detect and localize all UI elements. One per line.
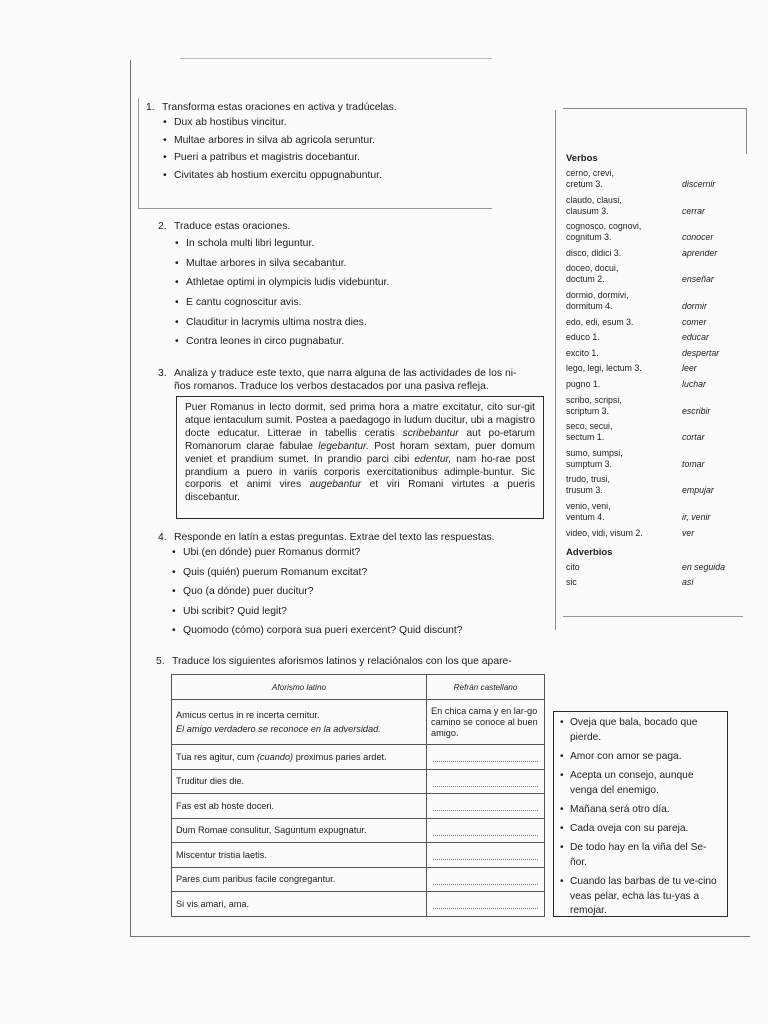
page-top-rule <box>180 58 492 59</box>
adverbios-heading: Adverbios <box>566 546 613 558</box>
table-cell: Si vis amari, ama. <box>172 892 427 917</box>
table-cell: Truditur dies die. <box>172 769 427 794</box>
vocab-translation: empujar <box>682 485 714 496</box>
verbos-list <box>566 168 748 539</box>
refran-item: • Cuando las barbas de tu ve-cino veas pelar, echa las tu-yas a remojar. <box>560 875 721 919</box>
refranes-list <box>560 716 721 919</box>
page-bottom-rule <box>130 936 750 937</box>
exercise-4-list <box>172 547 495 645</box>
vocab-top-rule <box>563 108 746 109</box>
latin-text-box: Puer Romanus in lecto dormit, sed prima hora a matre excitatur, cito sur-git atque ientaculum sumit. Postea a paedagogo in ludum ducitur, ubi a magistro docte educatur. Litterae in tabellis ceratis scribebantur aut po-etarum Romanorum clarae fabulae legebantur. Post horam sextam, puer domum veniet et prandium sumet. In prandio parci cibi edentur, nam ho-rae post prandium a puero in variis corporis exercitationibus adimple-buntur. Sic corporis et animi vires augebantur et viri Romani virtutes a pueris discebantur. <box>176 396 544 519</box>
vocab-latin-line: cognosco, cognovi, <box>566 221 642 232</box>
vocab-latin-line: excito 1. <box>566 347 599 358</box>
list-item: • Ubi (en dónde) puer Romanus dormit? <box>172 547 495 567</box>
list-item: • Pueri a patribus et magistris docebantur. <box>163 152 397 170</box>
table-cell: Tua res agitur, cum (cuando) proximus paries ardet. <box>172 745 427 770</box>
vocab-latin-line: cretum 3. <box>566 179 603 189</box>
exercise-2-list <box>175 238 389 356</box>
vocab-translation: aprender <box>682 247 718 258</box>
vocab-entry <box>566 501 748 523</box>
vocab-latin-line: clausum 3. <box>566 205 609 216</box>
vocab-latin-line: edo, edi, esum 3. <box>566 316 634 327</box>
vocab-entry <box>566 348 748 359</box>
answer-blank[interactable] <box>427 769 545 794</box>
vocab-latin-line: pugno 1. <box>566 378 601 389</box>
vocab-latin-line: disco, didici 3. <box>566 247 622 258</box>
list-item: • Multae arbores in silva secabantur. <box>175 258 389 278</box>
vocab-latin-line: trusum 3. <box>566 485 603 496</box>
vocab-translation: cortar <box>682 432 705 443</box>
vocab-translation: tomar <box>682 458 705 469</box>
exercise-2 <box>158 221 389 356</box>
vocab-bottom-rule <box>563 616 743 617</box>
vocab-translation: despertar <box>682 347 720 358</box>
refran-item: • Mañana será otro día. <box>560 803 721 818</box>
table-cell: Miscentur tristia laetis. <box>172 843 427 868</box>
table-row <box>172 892 545 917</box>
table-row <box>172 745 545 770</box>
highlighted-verb: augebantur <box>309 479 362 491</box>
vocab-latin-line: seco, secui, <box>566 421 613 432</box>
vocab-latin-line: doctum 2. <box>566 274 605 285</box>
section-divider <box>138 208 492 209</box>
vocab-translation: comer <box>682 316 707 327</box>
answer-blank[interactable] <box>427 843 545 868</box>
vocab-entry <box>566 290 748 312</box>
list-item: • Quomodo (cómo) corpora sua pueri exercent? Quid discunt? <box>172 625 495 645</box>
refranes-box <box>553 711 728 917</box>
list-item: • E cantu cognoscitur avis. <box>175 297 389 317</box>
table-row <box>172 818 545 843</box>
vocab-translation: luchar <box>682 378 706 389</box>
vocab-latin-line: doceo, docui, <box>566 263 619 274</box>
column-header-latin: Aforismo latino <box>172 675 427 700</box>
table-row <box>172 769 545 794</box>
list-item: • Contra leones in circo pugnabatur. <box>175 336 389 356</box>
table-header-row <box>172 675 545 700</box>
verbos-heading: Verbos <box>566 153 598 164</box>
highlighted-verb: edentur, <box>414 453 452 465</box>
vocab-entry <box>566 379 748 390</box>
vocab-translation: en seguida <box>682 561 726 572</box>
vocab-latin-line: lego, legi, lectum 3. <box>566 363 642 374</box>
vocab-latin-line: video, vidi, visum 2. <box>566 527 643 538</box>
column-header-refran: Refrán castellano <box>427 675 545 700</box>
column-divider <box>555 110 556 630</box>
answer-blank[interactable] <box>427 794 545 819</box>
table-row <box>172 794 545 819</box>
answer-blank[interactable] <box>427 745 545 770</box>
table-cell: Pares cum paribus facile congregantur. <box>172 867 427 892</box>
list-item: • Athletae optimi in olympicis ludis videbuntur. <box>175 277 389 297</box>
vocab-latin-line: dormitum 4. <box>566 300 613 311</box>
refran-item: • Acepta un consejo, aunque venga del enemigo. <box>560 769 721 798</box>
adverbios-list <box>566 562 748 588</box>
vocab-entry <box>566 221 748 243</box>
vocab-latin-line: educo 1. <box>566 332 600 343</box>
vocab-entry <box>566 421 748 443</box>
vocab-entry <box>566 168 748 190</box>
vocab-entry <box>566 332 748 343</box>
exercise-1-title: 1. Transforma estas oraciones en activa y tradúcelas. <box>146 102 397 113</box>
exercise-3-title: 3. Analiza y traduce este texto, que narra alguna de las actividades de los ni- <box>158 368 517 379</box>
table-cell: Amicus certus in re incerta cernitur. El amigo verdadero se reconoce en la adversidad. <box>172 700 427 745</box>
vocab-latin-line: cerno, crevi, <box>566 168 614 178</box>
list-item: • Clauditur in lacrymis ultima nostra dies. <box>175 317 389 337</box>
vocab-latin-line: sumptum 3. <box>566 458 612 469</box>
page-left-edge-inner <box>138 98 139 208</box>
list-item: • Dux ab hostibus vincitur. <box>163 117 397 135</box>
vocab-latin-line: scriptum 3. <box>566 405 610 416</box>
exercise-1 <box>146 102 397 187</box>
exercise-5 <box>156 656 512 667</box>
vocab-translation: leer <box>682 363 697 374</box>
answer-blank[interactable] <box>427 818 545 843</box>
vocab-translation: ir, venir <box>682 511 711 522</box>
vocab-entry <box>566 448 748 470</box>
refran-item: • Amor con amor se paga. <box>560 750 721 765</box>
list-item: • In schola multi libri leguntur. <box>175 238 389 258</box>
vocab-entry <box>566 577 748 588</box>
aphorism-table <box>171 674 545 917</box>
exercise-3-title-line2: ños romanos. Traduce los verbos destacados por una pasiva refleja. <box>174 381 489 392</box>
table-row <box>172 843 545 868</box>
exercise-5-title: 5. Traduce los siguientes aforismos latinos y relaciónalos con los que apare- <box>156 656 512 667</box>
exercise-1-list <box>163 117 397 187</box>
vocab-translation: así <box>682 576 694 587</box>
vocab-translation: cerrar <box>682 205 705 216</box>
vocab-entry <box>566 395 748 417</box>
vocab-entry <box>566 195 748 217</box>
table-row <box>172 700 545 745</box>
list-item: • Quo (a dónde) puer ducitur? <box>172 586 495 606</box>
table-cell: Fas est ab hoste doceri. <box>172 794 427 819</box>
list-item: • Quis (quién) puerum Romanum excitat? <box>172 567 495 587</box>
table-cell: Dum Romae consulitur, Saguntum expugnatur. <box>172 818 427 843</box>
vocab-latin-line: sumo, sumpsi, <box>566 447 623 458</box>
vocab-translation: discernir <box>682 179 716 189</box>
vocab-latin-line: cito <box>566 561 580 572</box>
refran-item: • De todo hay en la viña del Se-ñor. <box>560 841 721 870</box>
highlighted-verb: legebantur. <box>318 440 369 452</box>
highlighted-verb: scribebantur <box>402 427 459 439</box>
answer-blank[interactable] <box>427 867 545 892</box>
vocab-latin-line: ventum 4. <box>566 511 605 522</box>
exercise-4-title: 4. Responde en latín a estas preguntas. Extrae del texto las respuestas. <box>158 532 495 543</box>
vocabulary-sidebar <box>566 153 748 592</box>
vocab-translation: escribir <box>682 405 711 416</box>
vocab-entry <box>566 263 748 285</box>
vocab-translation: conocer <box>682 232 714 243</box>
vocab-entry <box>566 363 748 374</box>
vocab-translation: ver <box>682 527 695 538</box>
vocab-latin-line: cognitum 3. <box>566 232 612 243</box>
list-item: • Civitates ab hostium exercitu oppugnabuntur. <box>163 170 397 188</box>
vocab-latin-line: sic <box>566 576 577 587</box>
page-left-edge <box>130 60 131 936</box>
answer-blank[interactable] <box>427 892 545 917</box>
vocab-translation: enseñar <box>682 274 714 285</box>
vocab-latin-line: venio, veni, <box>566 500 611 511</box>
vocab-latin-line: claudo, clausi, <box>566 194 622 205</box>
exercise-2-title: 2. Traduce estas oraciones. <box>158 221 291 232</box>
table-cell: En chica cama y en lar-go camino se conoce al buen amigo. <box>427 700 545 745</box>
vocab-right-rule <box>746 108 747 154</box>
exercise-3 <box>158 367 517 393</box>
vocab-translation: dormir <box>682 300 707 311</box>
refran-item: • Oveja que bala, bocado que pierde. <box>560 716 721 745</box>
vocab-latin-line: scribo, scripsi, <box>566 394 622 405</box>
list-item: • Multae arbores in silva ab agricola seruntur. <box>163 135 397 153</box>
vocab-latin-line: trudo, trusi, <box>566 474 611 485</box>
vocab-entry <box>566 317 748 328</box>
vocab-latin-line: dormio, dormivi, <box>566 289 629 300</box>
vocab-entry <box>566 528 748 539</box>
vocab-translation: educar <box>682 332 709 343</box>
vocab-entry <box>566 248 748 259</box>
vocab-entry <box>566 474 748 496</box>
list-item: • Ubi scribit? Quid legit? <box>172 606 495 626</box>
table-row <box>172 867 545 892</box>
vocab-entry <box>566 562 748 573</box>
vocab-latin-line: sectum 1. <box>566 432 605 443</box>
exercise-4 <box>158 532 495 645</box>
refran-item: • Cada oveja con su pareja. <box>560 822 721 837</box>
